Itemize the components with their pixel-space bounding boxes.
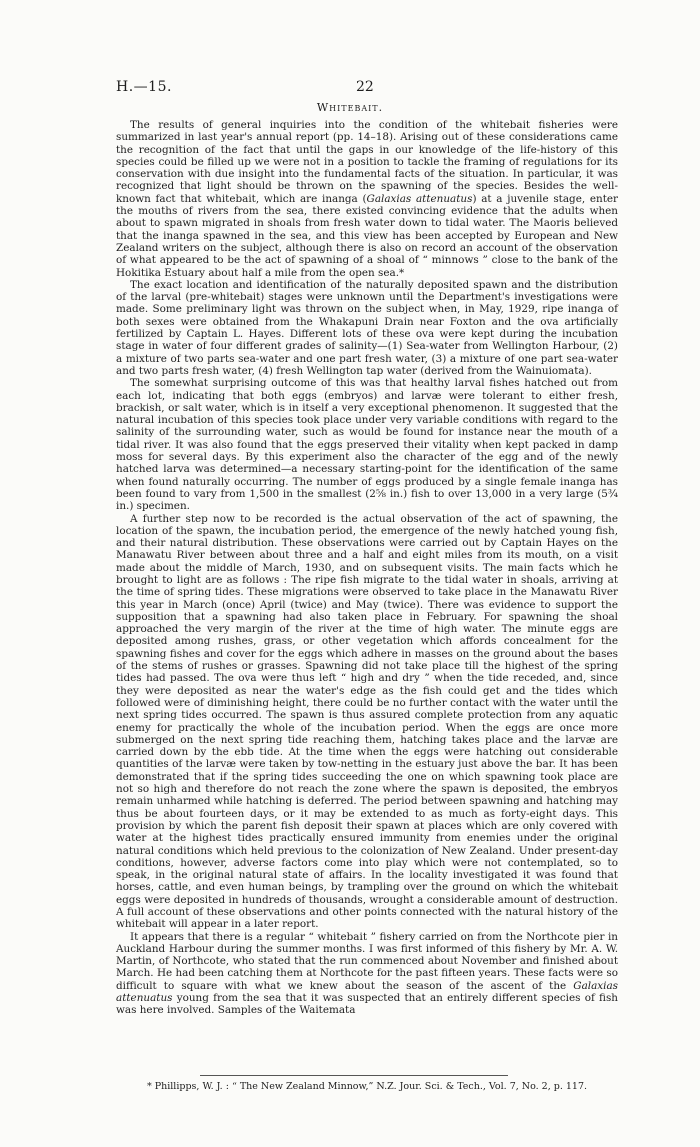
paragraph-4: A further step now to be recorded is the actual observation of the act of spawning, the location of the spawn, the incubation period, the emergence of the newly hatched young fish, and their natural distribution. These observations were carried out by Captain Hayes on the Manawatu River between about three and a half and eight miles from its mouth, on a visit made about the middle of March, 1930, and on subsequent visits. The main facts which he brought to light are as follows : The ripe fish migrate to the tidal water in shoals, arriving at the time of spring tides. These migrations were observed to take place in the Manawatu River this year in March (once) April (twice) and May (twice). There was evidence to support the supposition that a spawning had also taken place in February. For spawning the shoal approached the very margin of the river at the time of high water. The minute eggs are deposited among rushes, grass, or other vegetation which affords concealment for the spawning fishes and cover for the eggs which adhere in masses on the ground about the bases of the stems of rushes or grasses. Spawning did not take place till the highest of the spring tides had passed. The ova were thus left “ high and dry ” when the tide receded, and, since they were deposited as near the water's edge as the fish could get and the tides which followed were of diminishing height, there could be no further contact with the water until the next spring tides occurred. The spawn is thus assured complete protection from any aquatic enemy for practically the whole of the incubation period. When the eggs are once more submerged on the next spring tide reaching them, hatching takes place and the larvæ are carried down by the ebb tide. At the time when the eggs were hatching out considerable quantities of the larvæ were taken by tow-netting in the estuary just above the bar. It has been demonstrated that if the spring tides succeeding the one on which spawning took place are not so high and therefore do not reach the zone where the spawn is deposited, the embryos remain unharmed while hatching is deferred. The period between spawning and hatching may thus be about fourteen days, or it may be extended to as much as forty-eight days. This provision by which the parent fish deposit their spawn at places which are only covered with water at the highest tides practically ensured immunity from enemies under the original natural conditions which held previous to the colonization of New Zealand. Under present-day conditions, however, adverse factors come into play which were not contemplated, so to speak, in the original natural state of affairs. In the locality investigated it was found that horses, cattle, and even human beings, by trampling over the ground on which the whitebait eggs were deposited in hundreds of thousands, wrought a considerable amount of destruction. A full account of these observations and other points connected with the natural history of the whitebait will appear in a later report. bbox=[116, 512, 618, 931]
paragraph-3: The somewhat surprising outcome of this was that healthy larval fishes hatched out from each lot, indicating that both eggs (embryos) and larvæ were tolerant to either fresh, brackish, or salt water, which is in itself a very exceptional phenomenon. It suggested that the natural incubation of this species took place under very variable conditions with regard to the salinity of the surrounding water, such as would be found for instance near the mouth of a tidal river. It was also found that the eggs preserved their vitality when kept packed in damp moss for several days. By this experiment also the character of the egg and of the newly hatched larva was determined—a necessary starting-point for the identification of the same when found naturally occurring. The number of eggs produced by a single female inanga has been found to vary from 1,500 in the smallest (2⅝ in.) fish to over 13,000 in a very large (5¾ in.) specimen. bbox=[116, 377, 618, 513]
section-title: Whitebait. bbox=[316, 101, 384, 114]
paragraph-5-text-a: It appears that there is a regular “ whitebait ” fishery carried on from the Northcote pier in Auckland Harbour during the summer months. I was first informed of this fishery by Mr. A. W. Martin, of Northcote, who stated that the run commenced about November and finished about March. He had been catching them at Northcote for the past fifteen years. These facts were so difficult to square with what we knew about the season of the ascent of the bbox=[116, 930, 618, 992]
paragraph-1-text-b: ) at a juvenile stage, enter the mouths of rivers from the sea, there existed convincing evidence that the adults when about to spawn migrated in shoals from fresh water down to tidal water. The Maoris believed that the inanga spawned in the sea, and this view has been accepted by European and New Zealand writers on the subject, although there is also on record an account of the observation of what appeared to be the act of spawning of a shoal of “ minnows ” close to the bank of the Hokitika Estuary about half a mile from the open sea.* bbox=[116, 192, 619, 279]
paragraph-2: The exact location and identification of the naturally deposited spawn and the distribution of the larval (pre-whitebait) stages were unknown until the Department's investigations were made. Some preliminary light was thrown on the subject when, in May, 1929, ripe inanga of both sexes were obtained from the Whakapuni Drain near Foxton and the ova artificially fertilized by Captain L. Hayes. Different lots of these ova were kept during the incubation stage in water of four different grades of salinity—(1) Sea-water from Wellington Harbour, (2) a mixture of two parts sea-water and one part fresh water, (3) a mixture of one part sea-water and two parts fresh water, (4) fresh Wellington tap water (derived from the Wainuiomata). bbox=[116, 278, 618, 377]
paragraph-1-text-a: The results of general inquiries into the condition of the whitebait fisheries were summarized in last year's annual report (pp. 14–18). Arising out of these considerations came the recognition of the fact that until the gaps in our knowledge of the life-history of this species could be filled up we were not in a position to tackle the framing of regulations for its conservation with due insight into the fundamental facts of the situation. In particular, it was recognized that light should be thrown on the spawning of the species. Besides the well-known fact that whitebait, which are inanga ( bbox=[116, 119, 618, 205]
page-number: 22 bbox=[356, 79, 374, 95]
body-text bbox=[116, 119, 618, 1017]
footnote-divider bbox=[200, 1075, 508, 1076]
paragraph-1 bbox=[116, 119, 618, 279]
species-name: Galaxias attenuatus bbox=[366, 192, 473, 205]
footnote: * Phillipps, W. J. : “ The New Zealand Minnow,” N.Z. Jour. Sci. & Tech., Vol. 7, No. 2, p. 117. bbox=[146, 1081, 588, 1092]
species-name: Galaxias attenuatus bbox=[116, 979, 618, 1005]
report-reference: H.—15. bbox=[116, 79, 172, 95]
paragraph-5 bbox=[116, 931, 618, 1017]
paragraph-5-text-b: young from the sea that it was suspected that an entirely different species of fish was here involved. Samples of the Waitemata bbox=[116, 992, 618, 1017]
